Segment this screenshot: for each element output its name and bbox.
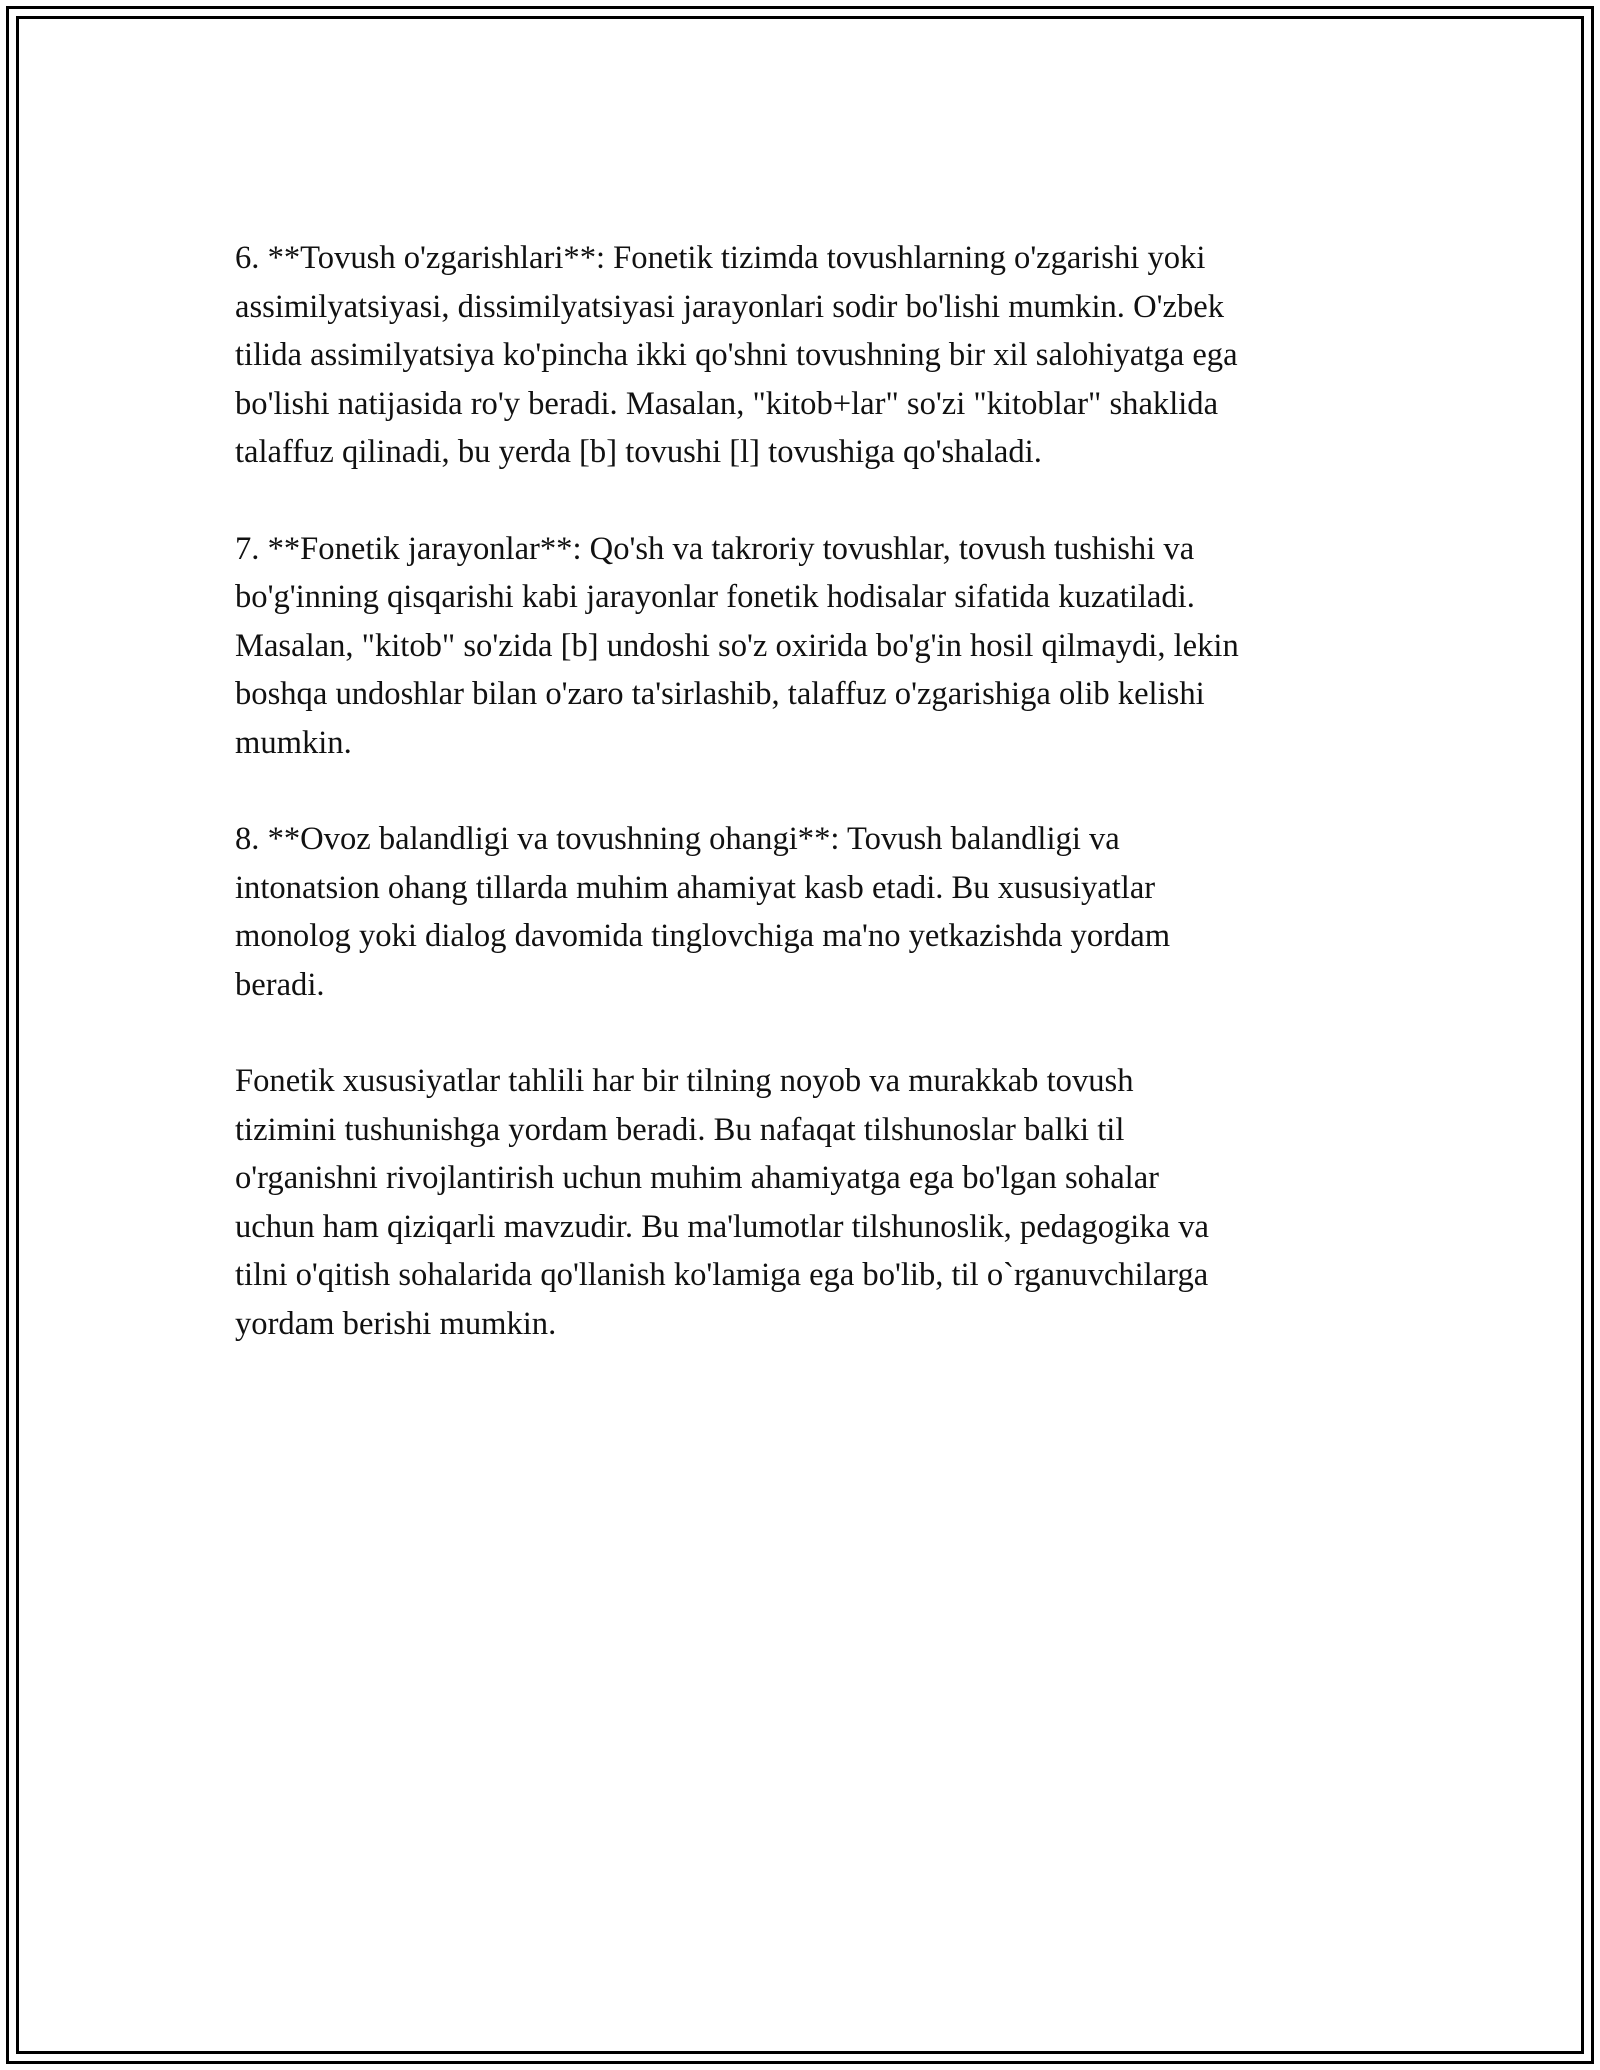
text-line: mumkin.: [235, 724, 352, 761]
text-line: Fonetik xususiyatlar tahlili har bir tilning noyob va murakkab tovush: [235, 1063, 1134, 1099]
text-line: tilida assimilyatsiya ko'pincha ikki qo'shni tovushning bir xil salohiyatga ega: [235, 337, 1238, 373]
text-line: 8. **Ovoz balandligi va tovushning ohangi**: Tovush balandligi va: [235, 821, 1120, 857]
paragraph-conclusion: [235, 1057, 1375, 1348]
text-line: intonatsion ohang tillarda muhim ahamiyat kasb etadi. Bu xususiyatlar: [235, 869, 1156, 906]
text-line: 7. **Fonetik jarayonlar**: Qo'sh va takroriy tovushlar, tovush tushishi va: [235, 530, 1195, 567]
paragraph-fonetik-jarayonlar: [235, 525, 1375, 768]
text-line: monolog yoki dialog davomida tinglovchiga ma'no yetkazishda yordam: [235, 918, 1171, 954]
text-line: uchun ham qiziqarli mavzudir. Bu ma'lumotlar tilshunoslik, pedagogika va: [235, 1208, 1209, 1245]
text-line: o'rganishni rivojlantirish uchun muhim ahamiyatga ega bo'lgan sohalar: [235, 1160, 1160, 1196]
text-line: tilni o'qitish sohalarida qo'llanish ko'lamiga ega bo'lib, til o`rganuvchilarga: [235, 1257, 1209, 1293]
text-line: bo'lishi natijasida ro'y beradi. Masalan, "kitob+lar" so'zi "kitoblar" shaklida: [235, 385, 1219, 422]
text-line: boshqa undoshlar bilan o'zaro ta'sirlashib, talaffuz o'zgarishiga olib kelishi: [235, 676, 1205, 712]
text-line: Masalan, "kitob" so'zida [b] undoshi so'z oxirida bo'g'in hosil qilmaydi, lekin: [235, 627, 1239, 664]
text-line: 6. **Tovush o'zgarishlari**: Fonetik tizimda tovushlarning o'zgarishi yoki: [235, 240, 1206, 276]
paragraph-tovush-ozgarishlari: [235, 234, 1375, 477]
text-line: talaffuz qilinadi, bu yerda [b] tovushi [l] tovushiga qo'shaladi.: [235, 434, 1042, 470]
text-line: tizimini tushunishga yordam beradi. Bu nafaqat tilshunoslar balki til: [235, 1111, 1125, 1148]
text-line: assimilyatsiyasi, dissimilyatsiyasi jarayonlari sodir bo'lishi mumkin. O'zbek: [235, 288, 1224, 325]
paragraph-ovoz-balandligi: [235, 815, 1375, 1009]
document-body: [235, 234, 1375, 1348]
text-line: yordam berishi mumkin.: [235, 1305, 557, 1342]
text-line: beradi.: [235, 966, 325, 1003]
text-line: bo'g'inning qisqarishi kabi jarayonlar fonetik hodisalar sifatida kuzatiladi.: [235, 579, 1195, 615]
